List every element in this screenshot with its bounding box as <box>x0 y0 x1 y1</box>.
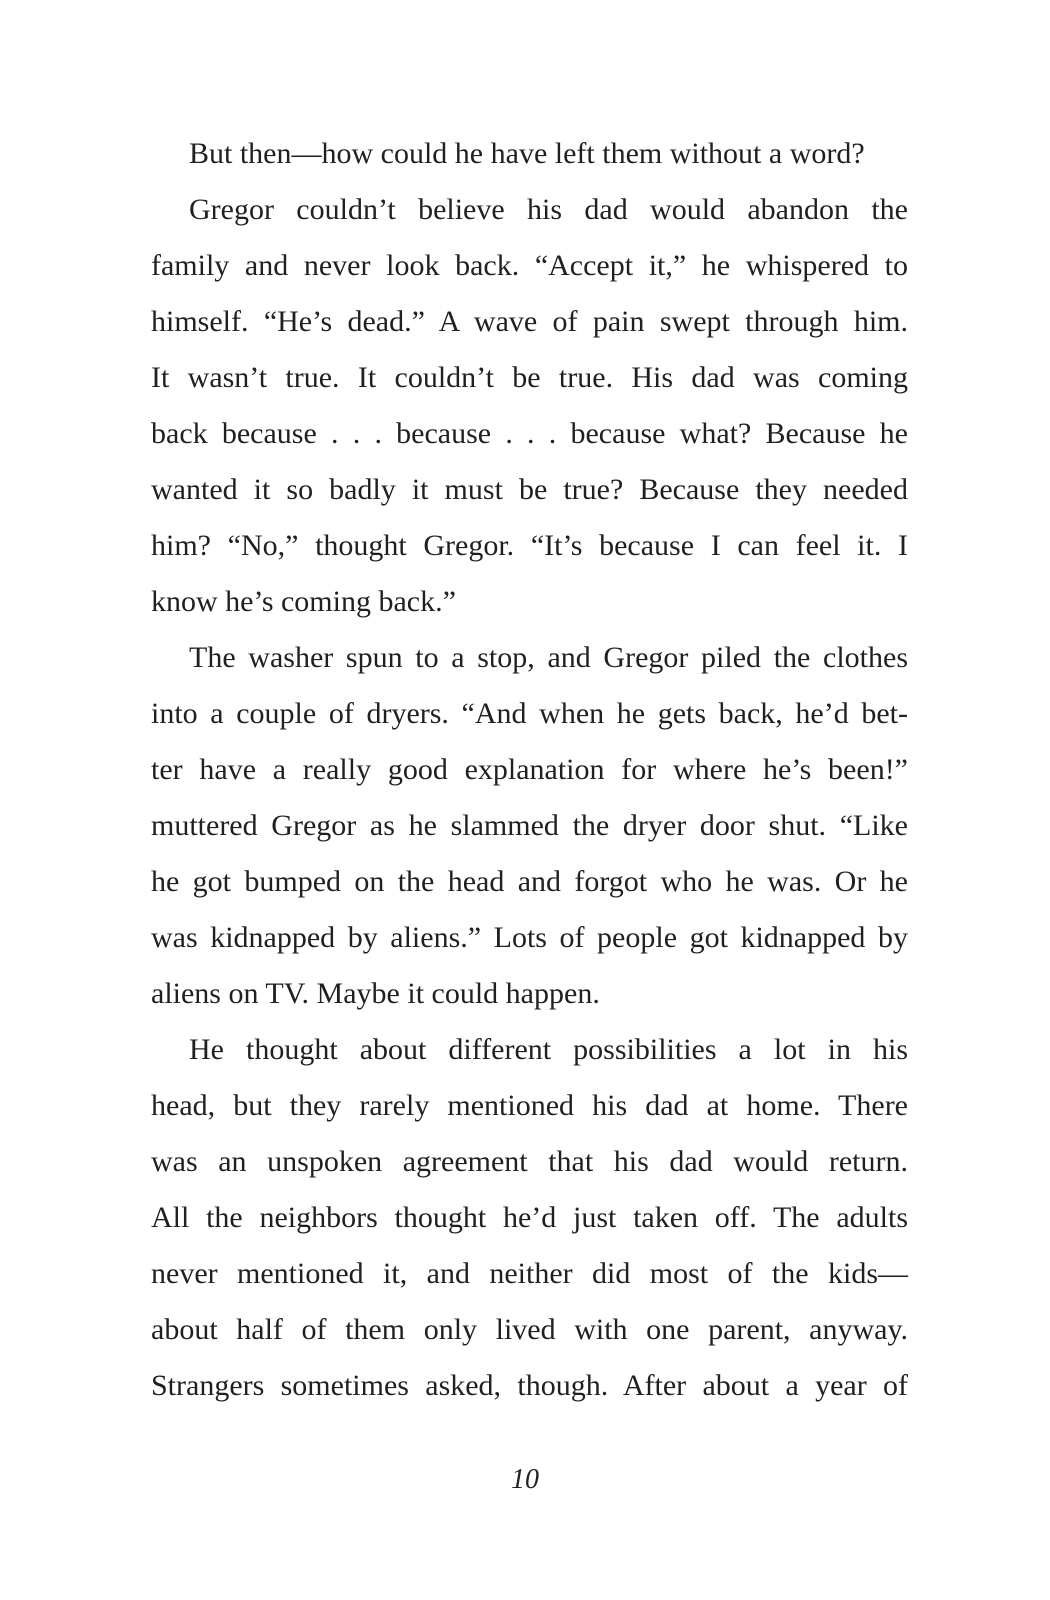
text-line: never mentioned it, and neither did most of the kids— <box>151 1257 908 1290</box>
text-line: he got bumped on the head and forgot who he was. Or he <box>151 865 908 898</box>
text-line: The washer spun to a stop, and Gregor piled the clothes <box>189 641 908 674</box>
text-line: him? “No,” thought Gregor. “It’s because I can feel it. I <box>151 529 908 562</box>
text-line: wanted it so badly it must be true? Because they needed <box>151 473 908 506</box>
text-line: back because . . . because . . . because what? Because he <box>151 417 908 450</box>
text-line: muttered Gregor as he slammed the dryer door shut. “Like <box>151 809 908 842</box>
text-line: know he’s coming back.” <box>151 585 456 618</box>
text-line: was an unspoken agreement that his dad would return. <box>151 1145 908 1178</box>
text-line: about half of them only lived with one parent, anyway. <box>151 1313 908 1346</box>
page-number: 10 <box>511 1464 539 1495</box>
text-line: Gregor couldn’t believe his dad would abandon the <box>189 193 908 226</box>
text-line: head, but they rarely mentioned his dad at home. There <box>151 1089 908 1122</box>
text-line: himself. “He’s dead.” A wave of pain swept through him. <box>151 305 908 338</box>
text-line: aliens on TV. Maybe it could happen. <box>151 977 600 1010</box>
text-line: It wasn’t true. It couldn’t be true. His dad was coming <box>151 361 908 394</box>
text-line: into a couple of dryers. “And when he gets back, he’d bet- <box>151 697 908 730</box>
text-line: All the neighbors thought he’d just taken off. The adults <box>151 1201 908 1234</box>
text-line: Strangers sometimes asked, though. After about a year of <box>151 1369 908 1402</box>
text-line: family and never look back. “Accept it,” he whispered to <box>151 249 908 282</box>
text-line: was kidnapped by aliens.” Lots of people got kidnapped by <box>151 921 908 954</box>
text-line: ter have a really good explanation for where he’s been!” <box>151 753 908 786</box>
text-line: But then—how could he have left them without a word? <box>189 137 865 170</box>
body-text <box>151 126 908 1414</box>
text-line: He thought about different possibilities a lot in his <box>189 1033 908 1066</box>
